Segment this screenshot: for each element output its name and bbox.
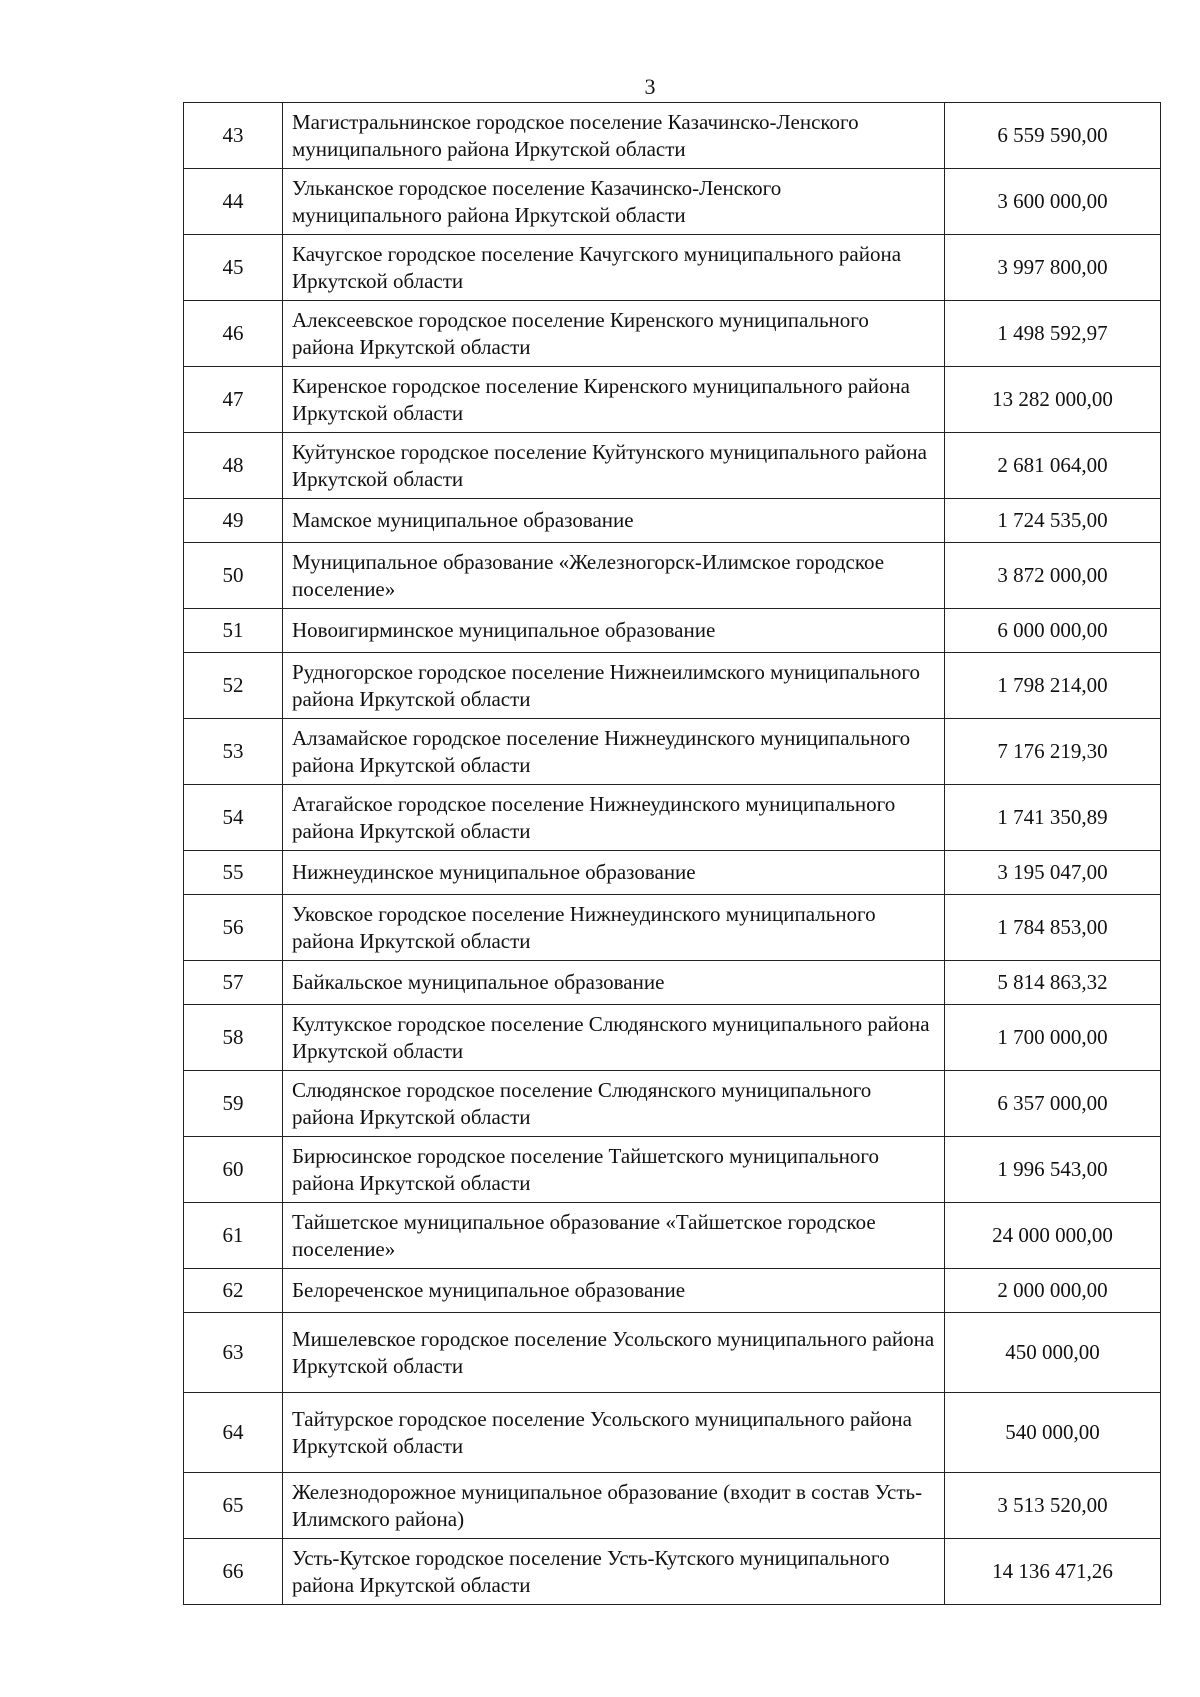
table-body	[184, 103, 1161, 1605]
row-number: 55	[184, 851, 283, 895]
table-row	[184, 1005, 1161, 1071]
row-number: 57	[184, 961, 283, 1005]
row-number: 47	[184, 367, 283, 433]
table-row	[184, 1137, 1161, 1203]
table-row	[184, 103, 1161, 169]
municipality-name: Уковское городское поселение Нижнеудинского муниципального района Иркутской области	[283, 895, 945, 961]
municipality-name: Железнодорожное муниципальное образование (входит в состав Усть-Илимского района)	[283, 1473, 945, 1539]
amount-value: 2 000 000,00	[945, 1269, 1161, 1313]
row-number: 58	[184, 1005, 283, 1071]
table-row	[184, 1203, 1161, 1269]
amount-value: 540 000,00	[945, 1393, 1161, 1473]
allocation-table	[183, 102, 1161, 1605]
municipality-name: Атагайское городское поселение Нижнеудинского муниципального района Иркутской области	[283, 785, 945, 851]
municipality-name: Киренское городское поселение Киренского муниципального района Иркутской области	[283, 367, 945, 433]
municipality-name: Бирюсинское городское поселение Тайшетского муниципального района Иркутской области	[283, 1137, 945, 1203]
table-row	[184, 653, 1161, 719]
row-number: 45	[184, 235, 283, 301]
row-number: 59	[184, 1071, 283, 1137]
municipality-name: Качугское городское поселение Качугского муниципального района Иркутской области	[283, 235, 945, 301]
table-row	[184, 961, 1161, 1005]
row-number: 63	[184, 1313, 283, 1393]
amount-value: 3 997 800,00	[945, 235, 1161, 301]
allocation-table-container	[183, 102, 1160, 1605]
row-number: 65	[184, 1473, 283, 1539]
table-row	[184, 609, 1161, 653]
table-row	[184, 851, 1161, 895]
row-number: 60	[184, 1137, 283, 1203]
municipality-name: Нижнеудинское муниципальное образование	[283, 851, 945, 895]
amount-value: 14 136 471,26	[945, 1539, 1161, 1605]
municipality-name: Усть-Кутское городское поселение Усть-Кутского муниципального района Иркутской области	[283, 1539, 945, 1605]
municipality-name: Мамское муниципальное образование	[283, 499, 945, 543]
amount-value: 1 700 000,00	[945, 1005, 1161, 1071]
table-row	[184, 301, 1161, 367]
table-row	[184, 785, 1161, 851]
municipality-name: Тайтурское городское поселение Усольского муниципального района Иркутской области	[283, 1393, 945, 1473]
amount-value: 1 498 592,97	[945, 301, 1161, 367]
page-number: 3	[644, 74, 656, 99]
amount-value: 3 872 000,00	[945, 543, 1161, 609]
row-number: 46	[184, 301, 283, 367]
amount-value: 6 357 000,00	[945, 1071, 1161, 1137]
table-row	[184, 169, 1161, 235]
municipality-name: Тайшетское муниципальное образование «Тайшетское городское поселение»	[283, 1203, 945, 1269]
municipality-name: Алексеевское городское поселение Киренского муниципального района Иркутской области	[283, 301, 945, 367]
row-number: 61	[184, 1203, 283, 1269]
municipality-name: Магистральнинское городское поселение Казачинско-Ленского муниципального района Иркутской области	[283, 103, 945, 169]
row-number: 52	[184, 653, 283, 719]
table-row	[184, 499, 1161, 543]
municipality-name: Мишелевское городское поселение Усольского муниципального района Иркутской области	[283, 1313, 945, 1393]
amount-value: 3 600 000,00	[945, 169, 1161, 235]
municipality-name: Белореченское муниципальное образование	[283, 1269, 945, 1313]
row-number: 64	[184, 1393, 283, 1473]
table-row	[184, 1313, 1161, 1393]
municipality-name: Ульканское городское поселение Казачинско-Ленского муниципального района Иркутской области	[283, 169, 945, 235]
table-row	[184, 1269, 1161, 1313]
amount-value: 3 513 520,00	[945, 1473, 1161, 1539]
municipality-name: Рудногорское городское поселение Нижнеилимского муниципального района Иркутской области	[283, 653, 945, 719]
amount-value: 3 195 047,00	[945, 851, 1161, 895]
table-row	[184, 1393, 1161, 1473]
amount-value: 6 559 590,00	[945, 103, 1161, 169]
municipality-name: Слюдянское городское поселение Слюдянского муниципального района Иркутской области	[283, 1071, 945, 1137]
table-row	[184, 1473, 1161, 1539]
table-row	[184, 1539, 1161, 1605]
row-number: 50	[184, 543, 283, 609]
table-row	[184, 719, 1161, 785]
amount-value: 1 784 853,00	[945, 895, 1161, 961]
amount-value: 5 814 863,32	[945, 961, 1161, 1005]
amount-value: 1 724 535,00	[945, 499, 1161, 543]
row-number: 48	[184, 433, 283, 499]
row-number: 56	[184, 895, 283, 961]
amount-value: 1 741 350,89	[945, 785, 1161, 851]
amount-value: 24 000 000,00	[945, 1203, 1161, 1269]
table-row	[184, 895, 1161, 961]
municipality-name: Култукское городское поселение Слюдянского муниципального района Иркутской области	[283, 1005, 945, 1071]
municipality-name: Муниципальное образование «Железногорск-Илимское городское поселение»	[283, 543, 945, 609]
amount-value: 6 000 000,00	[945, 609, 1161, 653]
table-row	[184, 433, 1161, 499]
row-number: 49	[184, 499, 283, 543]
amount-value: 7 176 219,30	[945, 719, 1161, 785]
municipality-name: Алзамайское городское поселение Нижнеудинского муниципального района Иркутской области	[283, 719, 945, 785]
amount-value: 1 798 214,00	[945, 653, 1161, 719]
municipality-name: Куйтунское городское поселение Куйтунского муниципального района Иркутской области	[283, 433, 945, 499]
table-row	[184, 1071, 1161, 1137]
amount-value: 13 282 000,00	[945, 367, 1161, 433]
table-row	[184, 543, 1161, 609]
municipality-name: Новоигирминское муниципальное образование	[283, 609, 945, 653]
amount-value: 1 996 543,00	[945, 1137, 1161, 1203]
row-number: 44	[184, 169, 283, 235]
row-number: 51	[184, 609, 283, 653]
table-row	[184, 367, 1161, 433]
row-number: 62	[184, 1269, 283, 1313]
municipality-name: Байкальское муниципальное образование	[283, 961, 945, 1005]
table-row	[184, 235, 1161, 301]
row-number: 66	[184, 1539, 283, 1605]
amount-value: 2 681 064,00	[945, 433, 1161, 499]
row-number: 54	[184, 785, 283, 851]
amount-value: 450 000,00	[945, 1313, 1161, 1393]
row-number: 43	[184, 103, 283, 169]
row-number: 53	[184, 719, 283, 785]
